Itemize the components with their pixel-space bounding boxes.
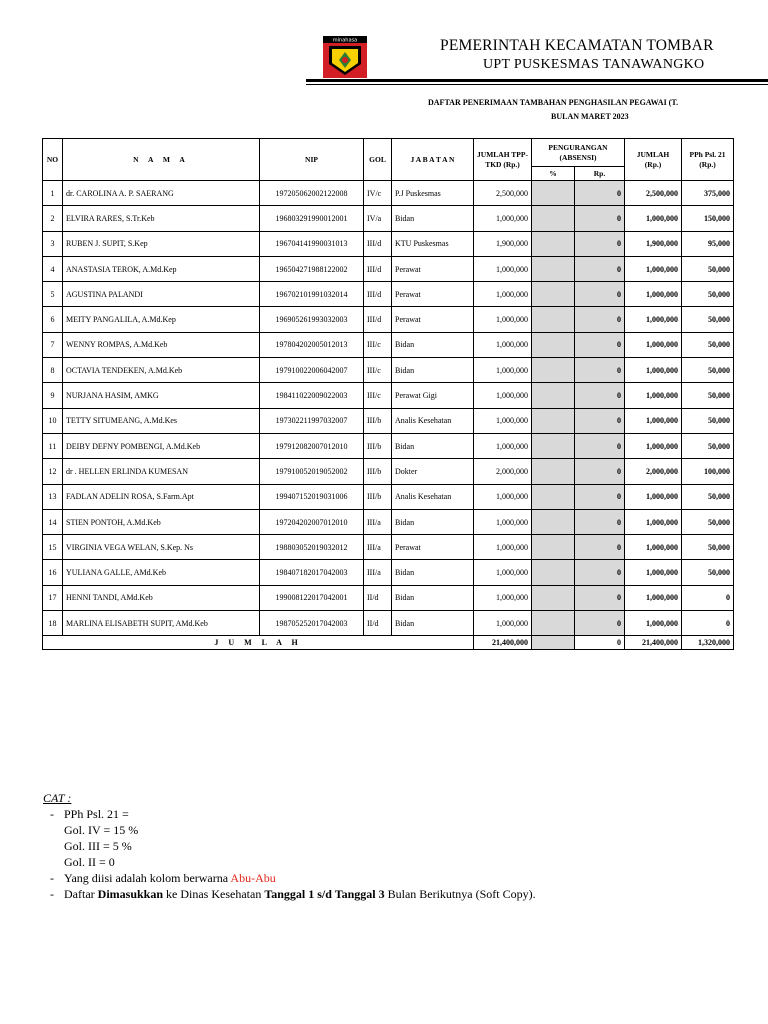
cell-nip: 198803052019032012 [260,535,364,560]
cell-nama: YULIANA GALLE, AMd.Keb [63,560,260,585]
cell-nama: FADLAN ADELIN ROSA, S.Farm.Apt [63,484,260,509]
cell-pct[interactable] [532,611,575,636]
cell-nip: 199407152019031006 [260,484,364,509]
cell-rp[interactable]: 0 [575,282,625,307]
cell-rp[interactable]: 0 [575,484,625,509]
table-row [43,256,734,281]
cell-tpp: 1,000,000 [474,206,532,231]
cell-pct[interactable] [532,509,575,534]
cell-gol: III/a [364,509,392,534]
table-row [43,383,734,408]
cell-nama: AGUSTINA PALANDI [63,282,260,307]
cell-rp[interactable]: 0 [575,332,625,357]
table-row [43,408,734,433]
table-row [43,560,734,585]
cell-pph: 50,000 [682,509,734,534]
cell-pct[interactable] [532,560,575,585]
cell-nama: MARLINA ELISABETH SUPIT, AMd.Keb [63,611,260,636]
cell-gol: IV/c [364,181,392,206]
cell-pct[interactable] [532,332,575,357]
note-sub-a: Daftar [64,887,98,901]
cell-gol: III/b [364,459,392,484]
cell-jumlah: 1,000,000 [625,484,682,509]
cell-jabatan: Bidan [392,509,474,534]
cell-nama: dr. CAROLINA A. P. SAERANG [63,181,260,206]
cell-nip: 196702101991032014 [260,282,364,307]
document-subtitle: BULAN MARET 2023 [551,112,629,121]
cell-gol: III/d [364,307,392,332]
cell-jumlah: 1,900,000 [625,231,682,256]
cell-rp[interactable]: 0 [575,206,625,231]
cell-nip: 197204202007012010 [260,509,364,534]
cell-tpp: 1,000,000 [474,585,532,610]
cell-jabatan: KTU Puskesmas [392,231,474,256]
table-row [43,307,734,332]
cell-no: 7 [43,332,63,357]
tpp-table [42,138,734,650]
cell-no: 6 [43,307,63,332]
cell-no: 3 [43,231,63,256]
cell-rp[interactable]: 0 [575,585,625,610]
cell-tpp: 1,000,000 [474,358,532,383]
cell-pph: 0 [682,585,734,610]
cell-jabatan: Bidan [392,560,474,585]
cell-jumlah: 1,000,000 [625,282,682,307]
table-row [43,433,734,458]
cell-pph: 50,000 [682,408,734,433]
cell-no: 11 [43,433,63,458]
cell-jabatan: Analis Kesehatan [392,408,474,433]
table-row [43,509,734,534]
total-label: J U M L A H [43,636,474,650]
note-pph: - PPh Psl. 21 = [50,807,129,821]
cell-nama: DEIBY DEFNY POMBENGI, A.Md.Keb [63,433,260,458]
note-sub-d: Tanggal 1 s/d Tanggal 3 [264,887,385,901]
header-jabatan: J A B A T A N [392,139,474,181]
cell-no: 18 [43,611,63,636]
cell-pph: 0 [682,611,734,636]
cell-pph: 50,000 [682,484,734,509]
cell-jabatan: Dokter [392,459,474,484]
cell-jabatan: Bidan [392,206,474,231]
cell-tpp: 1,000,000 [474,560,532,585]
cell-nip: 197205062002122008 [260,181,364,206]
cell-tpp: 1,000,000 [474,332,532,357]
header-gol: GOL [364,139,392,181]
cell-nip: 196504271988122002 [260,256,364,281]
cell-pph: 50,000 [682,433,734,458]
cell-pct[interactable] [532,256,575,281]
table-row [43,358,734,383]
cell-nip: 198705252017042003 [260,611,364,636]
total-rp: 0 [575,636,625,650]
cell-pct[interactable] [532,433,575,458]
cell-jumlah: 1,000,000 [625,383,682,408]
cell-jumlah: 1,000,000 [625,332,682,357]
cell-rp[interactable]: 0 [575,509,625,534]
cell-nama: VIRGINIA VEGA WELAN, S.Kep. Ns [63,535,260,560]
cell-nip: 197912082007012010 [260,433,364,458]
cell-pph: 375,000 [682,181,734,206]
cell-jumlah: 1,000,000 [625,509,682,534]
cell-nip: 196803291990012001 [260,206,364,231]
cell-gol: III/d [364,256,392,281]
cell-rp[interactable]: 0 [575,433,625,458]
header-nip: NIP [260,139,364,181]
cell-pph: 150,000 [682,206,734,231]
note-grey-column: - Yang diisi adalah kolom berwarna Abu-Abu [50,871,276,885]
cell-pct[interactable] [532,408,575,433]
header-nama: N A M A [63,139,260,181]
cell-rp[interactable]: 0 [575,181,625,206]
cell-jabatan: Bidan [392,433,474,458]
cell-no: 4 [43,256,63,281]
cell-nip: 197804202005012013 [260,332,364,357]
cell-nama: OCTAVIA TENDEKEN, A.Md.Keb [63,358,260,383]
cell-no: 2 [43,206,63,231]
cell-no: 8 [43,358,63,383]
header-jumlah: JUMLAH (Rp.) [625,139,682,181]
cell-nip: 198411022009022003 [260,383,364,408]
cell-rp[interactable]: 0 [575,611,625,636]
table-row [43,611,734,636]
cell-pph: 50,000 [682,358,734,383]
cell-rp[interactable]: 0 [575,307,625,332]
note-submission: - Daftar Dimasukkan ke Dinas Kesehatan Tanggal 1 s/d Tanggal 3 Bulan Berikutnya (Soft Copy). [50,887,536,901]
document-title: DAFTAR PENERIMAAN TAMBAHAN PENGHASILAN PEGAWAI (T. [428,98,679,107]
cell-jumlah: 1,000,000 [625,256,682,281]
table-row [43,459,734,484]
cell-jabatan: Perawat [392,307,474,332]
cell-gol: III/b [364,484,392,509]
cell-tpp: 1,000,000 [474,433,532,458]
cell-nama: STIEN PONTOH, A.Md.Keb [63,509,260,534]
cell-nip: 196905261993032003 [260,307,364,332]
cell-gol: III/a [364,560,392,585]
cell-pph: 50,000 [682,383,734,408]
cell-tpp: 2,000,000 [474,459,532,484]
header-tpp: JUMLAH TPP- TKD (Rp.) [474,139,532,181]
cell-tpp: 1,000,000 [474,535,532,560]
total-pph: 1,320,000 [682,636,734,650]
cell-pph: 95,000 [682,231,734,256]
cell-pph: 50,000 [682,560,734,585]
cell-jabatan: Bidan [392,611,474,636]
cell-jumlah: 1,000,000 [625,535,682,560]
note-grey-text: Yang diisi adalah kolom berwarna [64,871,231,885]
table-row [43,282,734,307]
cell-gol: III/d [364,231,392,256]
note-sub-b: Dimasukkan [97,887,164,901]
cell-tpp: 1,000,000 [474,383,532,408]
minahasa-logo [323,36,367,78]
cell-jumlah: 1,000,000 [625,408,682,433]
cell-jabatan: Perawat [392,535,474,560]
cell-gol: II/d [364,611,392,636]
cell-nama: MEITY PANGALILA, A.Md.Kep [63,307,260,332]
cell-nip: 196704141990031013 [260,231,364,256]
cell-tpp: 2,500,000 [474,181,532,206]
note-grey-highlight: Abu-Abu [230,871,276,885]
header-pengurangan: PENGURANGAN (ABSENSI) [532,139,625,167]
upt-title: UPT PUSKESMAS TANAWANGKO [483,57,705,72]
total-pct-cell [532,636,575,650]
cell-rp[interactable]: 0 [575,383,625,408]
cell-gol: III/c [364,383,392,408]
cell-pct[interactable] [532,231,575,256]
cell-nip: 197302211997032007 [260,408,364,433]
header-persen: % [532,167,575,181]
cell-pph: 50,000 [682,535,734,560]
cell-pct[interactable] [532,282,575,307]
cell-rp[interactable]: 0 [575,231,625,256]
cell-tpp: 1,900,000 [474,231,532,256]
notes-cat: CAT : [43,791,72,805]
note-sub-e: Bulan Berikutnya (Soft Copy). [384,887,536,901]
cell-no: 10 [43,408,63,433]
note-sub-c: ke Dinas Kesehatan [163,887,265,901]
cell-tpp: 1,000,000 [474,484,532,509]
total-tpp: 21,400,000 [474,636,532,650]
header-rule [306,79,768,82]
cell-nama: ELVIRA RARES, S.Tr.Keb [63,206,260,231]
cell-no: 16 [43,560,63,585]
cell-nip: 199008122017042001 [260,585,364,610]
table-row [43,585,734,610]
note-gol-iii: Gol. III = 5 % [64,839,132,853]
note-gol-iv: Gol. IV = 15 % [64,823,139,837]
cell-pph: 100,000 [682,459,734,484]
cell-jabatan: Analis Kesehatan [392,484,474,509]
cell-gol: III/c [364,332,392,357]
cell-pct[interactable] [532,484,575,509]
cell-nama: NURJANA HASIM, AMKG [63,383,260,408]
cell-gol: III/c [364,358,392,383]
cell-pph: 50,000 [682,256,734,281]
cell-jumlah: 1,000,000 [625,560,682,585]
cell-tpp: 1,000,000 [474,408,532,433]
header-pph: PPh Psl. 21 (Rp.) [682,139,734,181]
cell-pph: 50,000 [682,282,734,307]
cell-gol: IV/a [364,206,392,231]
cell-rp[interactable]: 0 [575,256,625,281]
cell-no: 15 [43,535,63,560]
cell-pct[interactable] [532,206,575,231]
cell-jabatan: Bidan [392,332,474,357]
cell-pct[interactable] [532,459,575,484]
cell-pct[interactable] [532,585,575,610]
table-row [43,484,734,509]
header-no: NO [43,139,63,181]
cell-jumlah: 1,000,000 [625,206,682,231]
total-jumlah: 21,400,000 [625,636,682,650]
cell-nama: ANASTASIA TEROK, A.Md.Kep [63,256,260,281]
government-title: PEMERINTAH KECAMATAN TOMBAR [440,37,714,54]
cell-jumlah: 1,000,000 [625,307,682,332]
cell-rp[interactable]: 0 [575,358,625,383]
cell-pph: 50,000 [682,307,734,332]
cell-jabatan: Bidan [392,358,474,383]
cell-pct[interactable] [532,383,575,408]
table-row [43,332,734,357]
cell-tpp: 1,000,000 [474,509,532,534]
cell-pct[interactable] [532,307,575,332]
cell-no: 12 [43,459,63,484]
cell-jumlah: 1,000,000 [625,433,682,458]
cell-nip: 197910052019052002 [260,459,364,484]
cell-tpp: 1,000,000 [474,256,532,281]
cell-pph: 50,000 [682,332,734,357]
cell-gol: III/a [364,535,392,560]
cell-tpp: 1,000,000 [474,611,532,636]
cell-nama: WENNY ROMPAS, A.Md.Keb [63,332,260,357]
cell-gol: III/d [364,282,392,307]
cell-no: 17 [43,585,63,610]
cell-jumlah: 2,500,000 [625,181,682,206]
cell-jabatan: Perawat [392,256,474,281]
total-row [43,636,734,650]
header-rp: Rp. [575,167,625,181]
cell-no: 5 [43,282,63,307]
cell-jabatan: Perawat Gigi [392,383,474,408]
note-pph-text: PPh Psl. 21 = [64,807,129,821]
cell-gol: III/b [364,408,392,433]
cell-jumlah: 1,000,000 [625,358,682,383]
cell-no: 9 [43,383,63,408]
cell-pct[interactable] [532,181,575,206]
cell-nama: dr . HELLEN ERLINDA KUMESAN [63,459,260,484]
cell-pct[interactable] [532,535,575,560]
cell-no: 13 [43,484,63,509]
cell-jumlah: 1,000,000 [625,611,682,636]
table-row [43,231,734,256]
cell-gol: III/b [364,433,392,458]
cell-nama: RUBEN J. SUPIT, S.Kep [63,231,260,256]
cell-no: 14 [43,509,63,534]
cell-jabatan: Perawat [392,282,474,307]
cell-gol: II/d [364,585,392,610]
cell-nama: HENNI TANDI, AMd.Keb [63,585,260,610]
cell-tpp: 1,000,000 [474,307,532,332]
table-row [43,181,734,206]
cell-rp[interactable]: 0 [575,560,625,585]
cell-no: 1 [43,181,63,206]
table-row [43,535,734,560]
cell-nama: TETTY SITUMEANG, A.Md.Kes [63,408,260,433]
cell-nip: 197910022006042007 [260,358,364,383]
note-gol-ii: Gol. II = 0 [64,855,115,869]
header-rule-thin [306,84,768,85]
cell-nip: 198407182017042003 [260,560,364,585]
cell-tpp: 1,000,000 [474,282,532,307]
logo-label: minahasa [332,37,358,44]
cell-rp[interactable]: 0 [575,535,625,560]
cell-jabatan: Bidan [392,585,474,610]
cell-pct[interactable] [532,358,575,383]
notes [42,790,536,902]
cell-rp[interactable]: 0 [575,459,625,484]
cell-jabatan: P.J Puskesmas [392,181,474,206]
table-row [43,206,734,231]
cell-rp[interactable]: 0 [575,408,625,433]
cell-jumlah: 2,000,000 [625,459,682,484]
cell-jumlah: 1,000,000 [625,585,682,610]
